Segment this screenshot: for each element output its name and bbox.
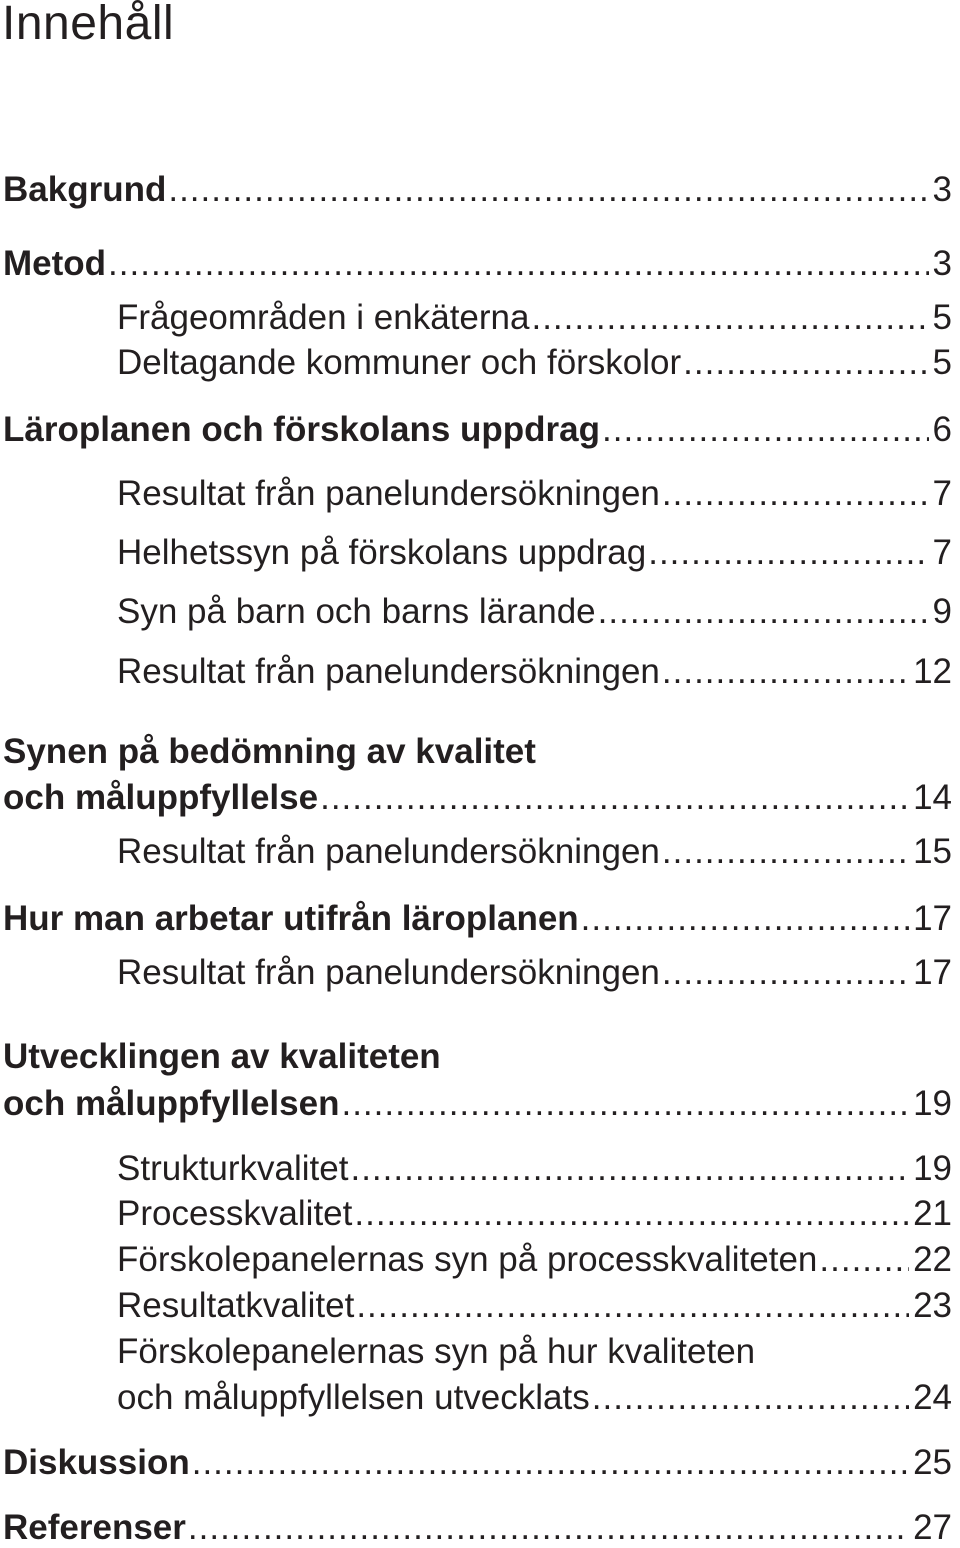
dot-leader — [192, 1443, 909, 1483]
toc-entry-label: Resultatkvalitet — [117, 1286, 355, 1325]
toc-entry-helhetssyn[interactable] — [0, 533, 952, 573]
dot-leader — [683, 343, 928, 383]
dot-leader — [662, 953, 909, 993]
toc-entry-page: 22 — [913, 1240, 952, 1279]
dot-leader — [602, 410, 929, 450]
toc-entry-page: 12 — [913, 652, 952, 691]
toc-entry-label: Processkvalitet — [117, 1194, 353, 1233]
dot-leader — [819, 1240, 909, 1280]
dot-leader — [341, 1084, 909, 1124]
toc-entry-label: och måluppfyllelsen — [3, 1084, 340, 1123]
toc-entry-arbetar[interactable] — [0, 899, 952, 939]
dot-leader — [531, 298, 928, 338]
page-title: Innehåll — [2, 0, 175, 50]
toc-entry-page: 19 — [913, 1084, 952, 1123]
toc-entry-page: 15 — [913, 832, 952, 871]
toc-entry-page: 24 — [913, 1378, 952, 1417]
toc-entry-page: 21 — [913, 1194, 952, 1233]
toc-entry-resultat-2[interactable] — [0, 652, 952, 692]
dot-leader — [108, 244, 928, 284]
dot-leader — [168, 170, 928, 210]
toc-entry-page: 17 — [913, 899, 952, 938]
toc-entry-utvecklingen[interactable] — [0, 1084, 952, 1124]
toc-entry-page: 25 — [913, 1443, 952, 1482]
toc-entry-bedomning[interactable] — [0, 778, 952, 818]
toc-entry-synbarn[interactable] — [0, 592, 952, 632]
toc-entry-page: 5 — [932, 298, 952, 337]
toc-entry-label: Syn på barn och barns lärande — [117, 592, 596, 631]
toc-entry-label: Metod — [3, 244, 107, 283]
dot-leader — [581, 899, 909, 939]
toc-entry-page: 23 — [913, 1286, 952, 1325]
toc-entry-resultat-4[interactable] — [0, 953, 952, 993]
dot-leader — [648, 533, 928, 573]
toc-entry-utvecklingen-line1[interactable]: Utvecklingen av kvaliteten — [3, 1037, 441, 1076]
toc-entry-label: Helhetssyn på förskolans uppdrag — [117, 533, 647, 572]
toc-entry-page: 17 — [913, 953, 952, 992]
dot-leader — [662, 474, 929, 514]
toc-entry-bakgrund[interactable] — [0, 170, 952, 210]
toc-entry-label: Strukturkvalitet — [117, 1149, 349, 1188]
toc-entry-label: Referenser — [3, 1508, 186, 1547]
dot-leader — [354, 1194, 909, 1234]
toc-entry-page: 9 — [932, 592, 952, 631]
toc-entry-label: Resultat från panelundersökningen — [117, 652, 660, 691]
toc-entry-forskolepanel-process[interactable] — [0, 1240, 952, 1280]
toc-entry-page: 3 — [932, 170, 952, 209]
toc-entry-label: Hur man arbetar utifrån läroplanen — [3, 899, 579, 938]
dot-leader — [662, 832, 909, 872]
toc-entry-page: 19 — [913, 1149, 952, 1188]
toc-entry-frageomraden[interactable] — [0, 298, 952, 338]
toc-entry-metod[interactable] — [0, 244, 952, 284]
toc-entry-referenser[interactable] — [0, 1508, 952, 1548]
toc-entry-label: Förskolepanelernas syn på processkvaliteten — [117, 1240, 818, 1279]
toc-entry-forskolepanel-hur[interactable] — [0, 1378, 952, 1418]
toc-entry-forskolepanel-hur-line1[interactable]: Förskolepanelernas syn på hur kvaliteten — [117, 1332, 756, 1371]
dot-leader — [592, 1378, 909, 1418]
toc-entry-resultat-3[interactable] — [0, 832, 952, 872]
toc-entry-diskussion[interactable] — [0, 1443, 952, 1483]
toc-entry-page: 7 — [932, 474, 952, 513]
toc-entry-page: 5 — [932, 343, 952, 382]
toc-entry-resultatkvalitet[interactable] — [0, 1286, 952, 1326]
toc-entry-label: Deltagande kommuner och förskolor — [117, 343, 682, 382]
toc-entry-label: Läroplanen och förskolans uppdrag — [3, 410, 601, 449]
toc-entry-label: Resultat från panelundersökningen — [117, 953, 660, 992]
dot-leader — [320, 778, 909, 818]
dot-leader — [598, 592, 929, 632]
toc-entry-page: 14 — [913, 778, 952, 817]
toc-entry-resultat-1[interactable] — [0, 474, 952, 514]
toc-entry-page: 6 — [932, 410, 952, 449]
toc-entry-page: 27 — [913, 1508, 952, 1547]
toc-entry-label: och måluppfyllelsen utvecklats — [117, 1378, 590, 1417]
dot-leader — [188, 1508, 909, 1548]
toc-entry-strukturkvalitet[interactable] — [0, 1149, 952, 1189]
toc-entry-label: Resultat från panelundersökningen — [117, 474, 660, 513]
toc-entry-page: 7 — [932, 533, 952, 572]
toc-entry-label: Bakgrund — [3, 170, 167, 209]
dot-leader — [662, 652, 909, 692]
toc-entry-laroplanen[interactable] — [0, 410, 952, 450]
toc-entry-bedomning-line1[interactable]: Synen på bedömning av kvalitet — [3, 732, 536, 771]
toc-entry-page: 3 — [932, 244, 952, 283]
toc-entry-label: Frågeområden i enkäterna — [117, 298, 530, 337]
toc-entry-deltagande[interactable] — [0, 343, 952, 383]
dot-leader — [350, 1149, 909, 1189]
toc-entry-processkvalitet[interactable] — [0, 1194, 952, 1234]
toc-entry-label: och måluppfyllelse — [3, 778, 319, 817]
toc-entry-label: Resultat från panelundersökningen — [117, 832, 660, 871]
toc-entry-label: Diskussion — [3, 1443, 190, 1482]
dot-leader — [356, 1286, 909, 1326]
